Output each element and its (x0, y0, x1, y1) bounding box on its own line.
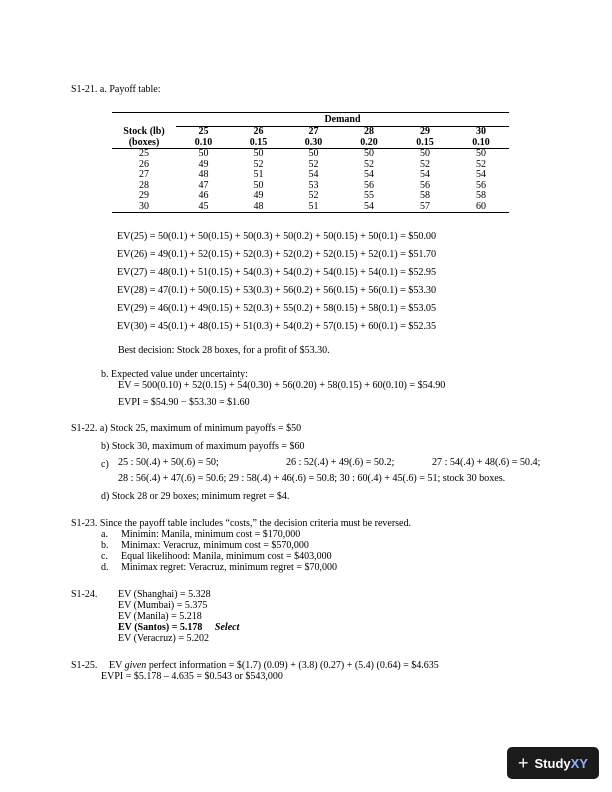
payoff-cell: 50 (364, 148, 374, 159)
s124-line: EV (Mumbai) = 5.375 (118, 600, 208, 611)
s124-line: EV (Veracruz) = 5.202 (118, 633, 209, 644)
ev-line: EV(25) = 50(0.1) + 50(0.15) + 50(0.3) + 50(0.2) + 50(0.15) + 50(0.1) = $50.00 (117, 231, 437, 242)
payoff-cell: 52 (308, 190, 319, 201)
s122-b: b) Stock 30, maximum of maximum payoffs = $60 (101, 441, 305, 452)
probability: 0.10 (194, 136, 213, 148)
payoff-cell: 47 (198, 179, 209, 191)
payoff-cell: 54 (420, 169, 430, 180)
payoff-cell: 54 (364, 200, 374, 212)
payoff-cell: 58 (420, 190, 430, 201)
payoff-cell: 52 (364, 158, 374, 170)
s125-label: S1-25. (71, 660, 98, 671)
ev-line: EV(26) = 49(0.1) + 52(0.15) + 52(0.3) + 52(0.2) + 52(0.15) + 52(0.1) = $51.70 (117, 249, 437, 260)
payoff-cell: 50 (420, 148, 430, 159)
payoff-cell: 52 (253, 158, 264, 170)
s125-post: perfect information = $(1.7) (0.09) + (3.8) (0.27) + (5.4) (0.64) = $4.635 (146, 660, 439, 671)
s125-line2: EVPI = $5.178 – 4.635 = $0.543 or $543,000 (101, 671, 283, 682)
payoff-cell: 48 (253, 200, 264, 212)
table-row (112, 202, 509, 213)
plus-icon: + (518, 753, 529, 773)
s125-pre: EV (109, 660, 125, 671)
ev-line: EV(29) = 46(0.1) + 49(0.15) + 52(0.3) + 55(0.2) + 58(0.15) + 58(0.1) = $53.05 (117, 303, 437, 314)
payoff-cell: 50 (253, 179, 264, 191)
s122-a: S1-22. a) Stock 25, maximum of minimum payoffs = $50 (71, 423, 302, 434)
payoff-cell: 45 (198, 200, 209, 212)
demand-value: 27 (308, 126, 319, 137)
demand-value: 30 (476, 126, 486, 137)
ev-uncertainty: EV = 500(0.10) + 52(0.15) + 54(0.30) + 56(0.20) + 58(0.15) + 60(0.10) = $54.90 (118, 380, 446, 391)
payoff-cell: 48 (198, 169, 209, 180)
probability: 0.30 (304, 136, 323, 148)
payoff-cell: 57 (420, 200, 430, 212)
probability: 0.15 (416, 136, 434, 148)
table-prob-row (112, 138, 509, 149)
stock-cell: 30 (139, 200, 149, 212)
probability: 0.10 (472, 136, 490, 148)
s124-line: EV (Shanghai) = 5.328 (118, 589, 211, 600)
payoff-cell: 50 (476, 148, 486, 159)
s123-item: Equal likelihood: Manila, minimum cost = $403,000 (121, 551, 332, 562)
payoff-cell: 54 (364, 169, 374, 180)
s123-item-label: a. (101, 529, 108, 540)
payoff-cell: 54 (308, 169, 319, 180)
demand-value: 26 (253, 126, 264, 137)
payoff-cell: 51 (308, 200, 319, 212)
s123-item-label: b. (101, 540, 109, 551)
payoff-cell: 54 (476, 169, 486, 180)
s123-item-label: c. (101, 551, 108, 562)
payoff-cell: 56 (364, 179, 374, 191)
payoff-cell: 55 (364, 190, 374, 201)
table-top-rule (112, 112, 509, 113)
payoff-cell: 50 (253, 148, 264, 159)
demand-value: 28 (364, 126, 374, 137)
s122-c2: 26 : 52(.4) + 49(.6) = 50.2; (286, 457, 395, 468)
best-decision: Best decision: Stock 28 boxes, for a profit of $53.30. (118, 345, 330, 356)
table-row (112, 191, 509, 202)
logo-study: Study (534, 755, 571, 771)
stock-cell: 27 (139, 169, 149, 180)
payoff-cell: 52 (308, 158, 319, 170)
payoff-cell: 46 (198, 190, 209, 201)
stock-cell: 28 (139, 179, 149, 191)
studyxy-logo (507, 747, 599, 779)
payoff-cell: 53 (308, 179, 319, 191)
probability: 0.20 (360, 136, 378, 148)
payoff-cell: 52 (420, 158, 430, 170)
select-label: Select (214, 622, 240, 633)
s124-label: S1-24. (71, 589, 98, 600)
table-header-row (112, 127, 509, 138)
ev-line: EV(30) = 45(0.1) + 48(0.15) + 51(0.3) + 54(0.2) + 57(0.15) + 60(0.1) = $52.35 (117, 321, 437, 332)
payoff-cell: 56 (420, 179, 430, 191)
table-row (112, 149, 509, 160)
s124-line: EV (Manila) = 5.218 (118, 611, 202, 622)
ev-line: EV(28) = 47(0.1) + 50(0.15) + 53(0.3) + 56(0.2) + 56(0.15) + 56(0.1) = $53.30 (117, 285, 437, 296)
s122-d: d) Stock 28 or 29 boxes; minimum regret = $4. (101, 491, 290, 502)
demand-header: Demand (324, 114, 361, 125)
ev-line: EV(27) = 48(0.1) + 51(0.15) + 54(0.3) + 54(0.2) + 54(0.15) + 54(0.1) = $52.95 (117, 267, 437, 278)
s122-c4: 28 : 56(.4) + 47(.6) = 50.6; 29 : 58(.4) + 46(.6) = 50.8; 30 : 60(.4) + 45(.6) = 51; stock 30 boxes. (118, 473, 506, 484)
stock-label: Stock (lb) (123, 126, 165, 137)
s121-heading: S1-21. a. Payoff table: (71, 84, 161, 95)
payoff-cell: 51 (253, 169, 264, 180)
demand-value: 25 (198, 126, 209, 137)
part-b-heading: b. Expected value under uncertainty: (101, 369, 248, 380)
payoff-cell: 49 (198, 158, 209, 170)
boxes-label: (boxes) (128, 136, 160, 148)
stock-cell: 26 (139, 158, 149, 170)
payoff-cell: 56 (476, 179, 486, 191)
s122-c1: 25 : 50(.4) + 50(.6) = 50; (118, 457, 219, 468)
evpi-line: EVPI = $54.90 − $53.30 = $1.60 (118, 397, 250, 408)
s125-given: given (124, 660, 147, 671)
s123-item-label: d. (101, 562, 109, 573)
s123-item: Minimax regret: Veracruz, minimum regret = $70,000 (121, 562, 337, 573)
s124-bold-ev: EV (Santos) = 5.178 (118, 622, 203, 633)
table-row (112, 170, 509, 181)
payoff-cell: 58 (476, 190, 486, 201)
stock-cell: 25 (139, 148, 149, 159)
s123-heading: S1-23. Since the payoff table includes “costs,” the decision criteria must be reversed. (71, 518, 411, 529)
stock-cell: 29 (139, 190, 149, 201)
payoff-cell: 50 (308, 148, 319, 159)
payoff-cell: 60 (476, 200, 486, 212)
probability: 0.15 (249, 136, 268, 148)
s122-c-label: c) (101, 459, 109, 470)
payoff-cell: 50 (198, 148, 209, 159)
payoff-cell: 49 (253, 190, 264, 201)
s122-c3: 27 : 54(.4) + 48(.6) = 50.4; (432, 457, 541, 468)
s123-item: Minimin: Manila, minimum cost = $170,000 (121, 529, 301, 540)
logo-xy: XY (570, 755, 588, 771)
payoff-cell: 52 (476, 158, 486, 170)
demand-value: 29 (420, 126, 430, 137)
payoff-table (112, 127, 509, 213)
s123-item: Minimax: Veracruz, minimum cost = $570,000 (121, 540, 309, 551)
